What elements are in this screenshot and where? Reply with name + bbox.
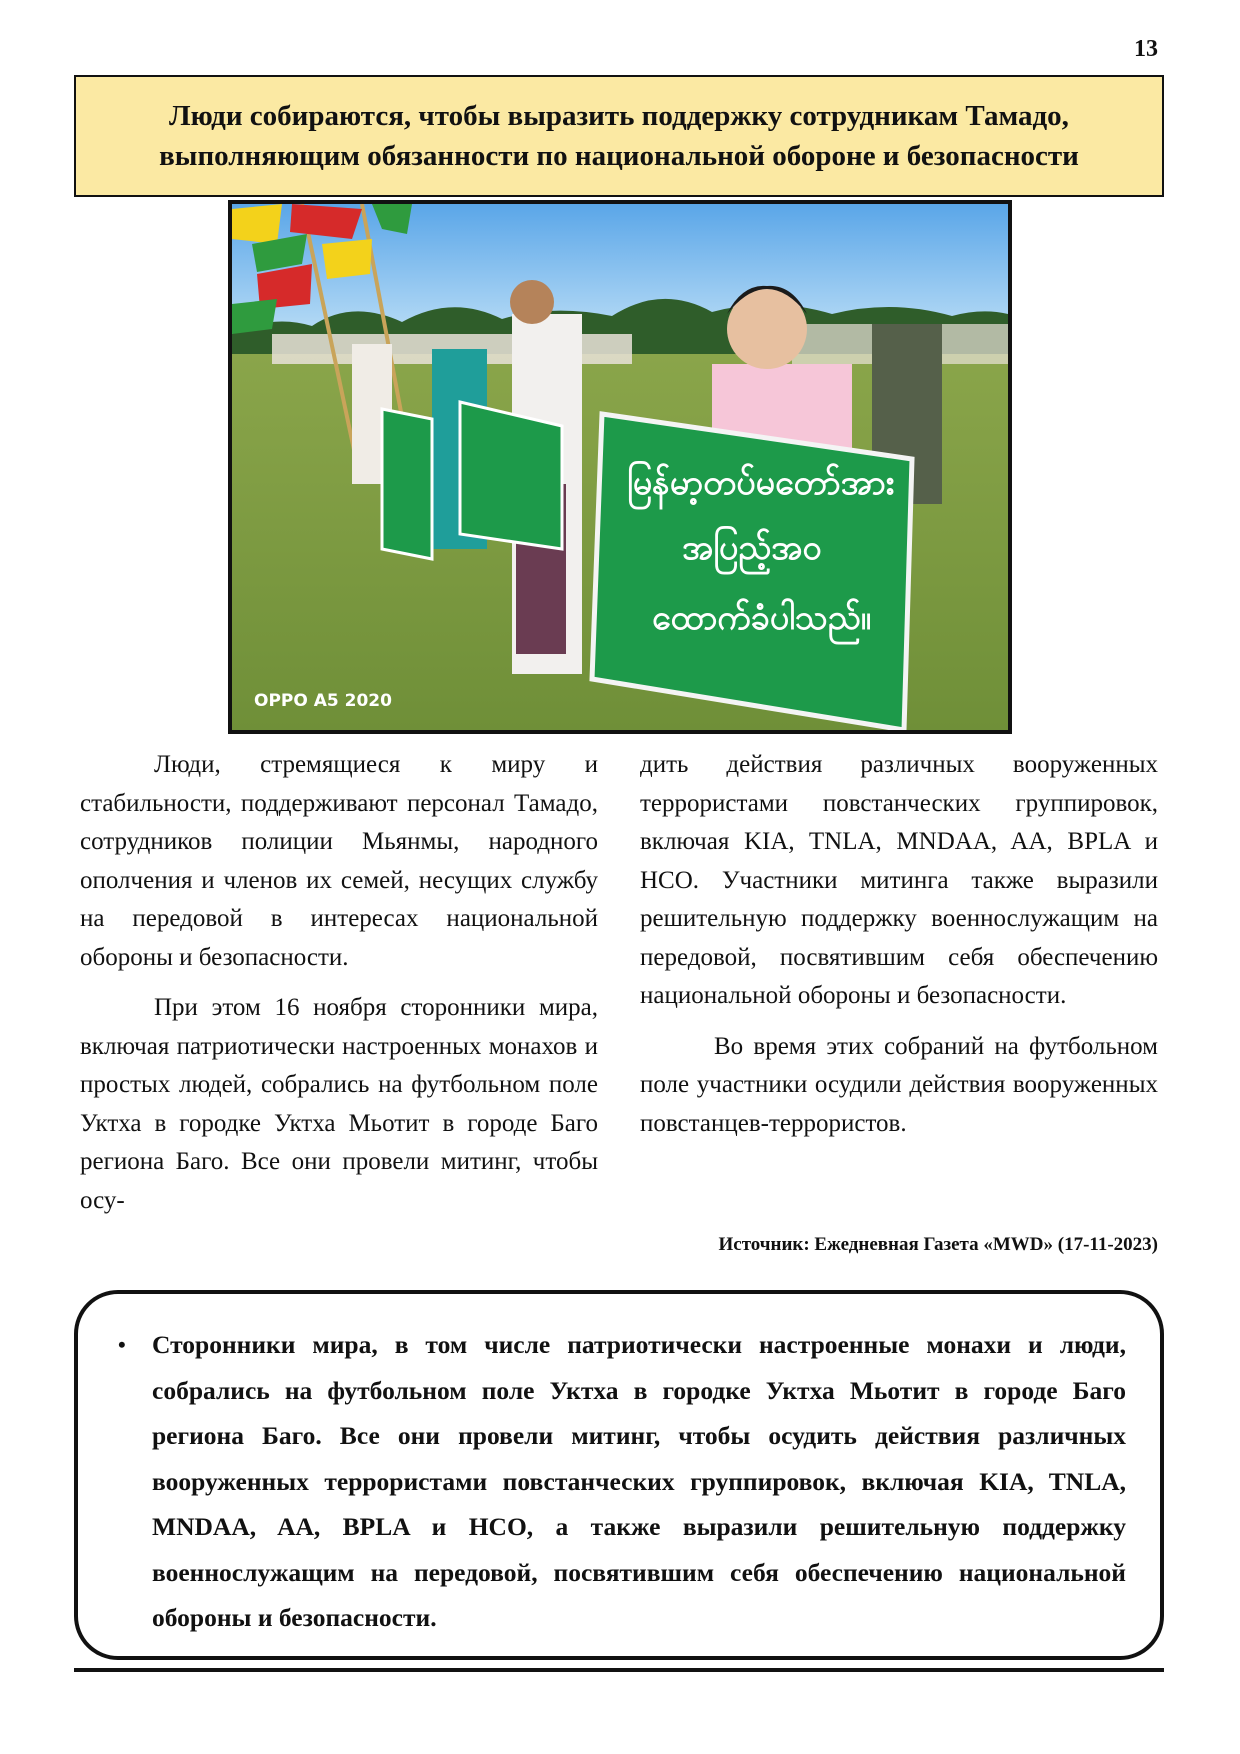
paragraph: дить действия различных вооруженных террористами повстанческих группировок, включая KIA, TNLA, MNDAA, AA, BPLA и HCO. Участники митинга также выразили решительную поддержку военнослужащим на передовой, посвятившим себя обеспечению национальной обороны и безопасности.	[640, 751, 1158, 1009]
paragraph: При этом 16 ноября сторонники мира, включая патриотически настроенных монахов и простых людей, собрались на футбольном поле Уктха в городке Уктха Мьотит в городе Баго региона Баго. Все они провели митинг, чтобы осу-	[80, 994, 598, 1214]
source-citation: Источник: Ежедневная Газета «MWD» (17-11-2023)	[718, 1234, 1158, 1255]
banner-small-1	[382, 409, 432, 559]
summary-list	[118, 1322, 1126, 1641]
summary-box	[74, 1290, 1164, 1660]
paragraph: Во время этих собраний на футбольном поле участники осудили действия вооруженных повстанцев-террористов.	[640, 1032, 1158, 1137]
bullet-icon: •	[118, 1332, 126, 1357]
summary-text: Сторонники мира, в том числе патриотически настроенные монахи и люди, собрались на футбольном поле Уктха в городке Уктха Мьотит в городе Баго региона Баго. Все они провели митинг, чтобы осудить действия различных вооруженных террористами повстанческих группировок, включая KIA, TNLA, MNDAA, AA, BPLA и HCO, а также выразили решительную поддержку военнослужащим на передовой, посвятившим себя обеспечению национальной обороны и безопасности.	[152, 1330, 1126, 1632]
headline-line-2: выполняющим обязанности по национальной обороне и безопасности	[159, 140, 1079, 172]
banner-main	[592, 414, 912, 730]
page-number: 13	[1134, 36, 1158, 62]
paragraph: Люди, стремящиеся к миру и стабильности, поддерживают персонал Тамадо, сотрудников полиции Мьянмы, народного ополчения и членов их семей, несущих службу на передовой в интересах национальной обороны и безопасности.	[80, 751, 598, 971]
banner-small-2	[460, 402, 562, 549]
rally-photo	[228, 200, 1012, 734]
photo-watermark: OPPO A5 2020	[254, 691, 392, 711]
banner-line-2: အပြည့်အဝ	[682, 528, 822, 568]
left-column	[80, 746, 598, 1232]
banner-line-1: မြန်မာ့တပ်မတော်အား	[627, 463, 895, 503]
headline-box	[74, 75, 1164, 197]
bottom-rule	[74, 1668, 1164, 1672]
summary-item	[118, 1322, 1126, 1641]
headline-line-1: Люди собираются, чтобы выразить поддержку сотрудникам Тамадо,	[169, 100, 1069, 132]
right-column	[640, 746, 1158, 1155]
banner-line-3: ထောက်ခံပါသည်။	[652, 598, 872, 638]
